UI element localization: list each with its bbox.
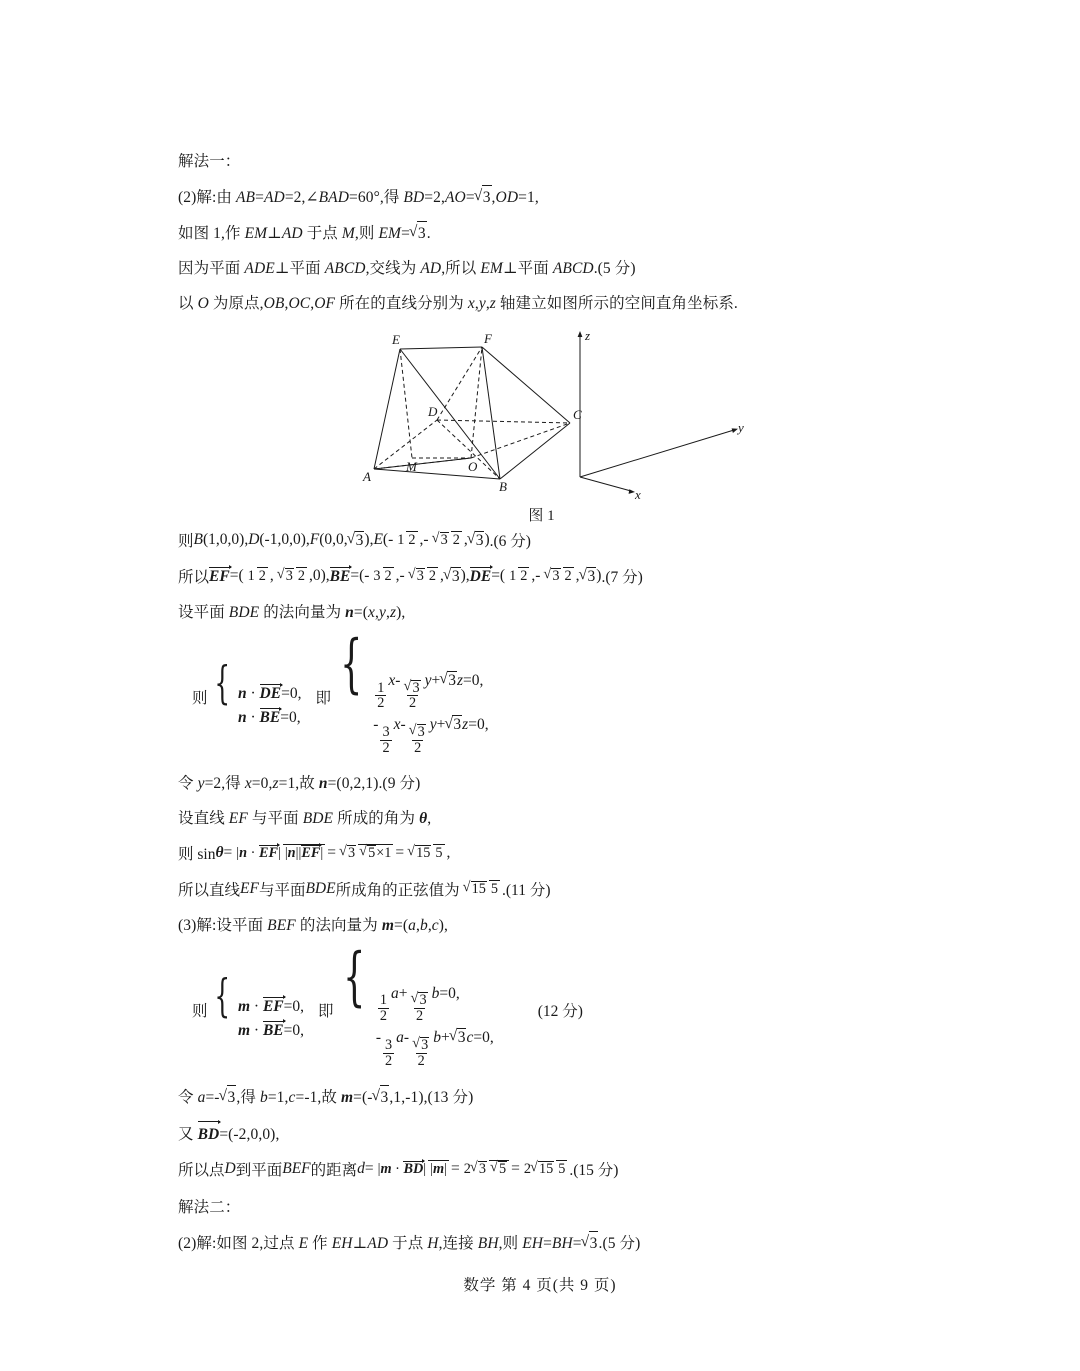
axis-label-y: y <box>737 420 744 436</box>
line-bd-vector: 又 BD=(-2,0,0), <box>178 1121 905 1147</box>
line-distance: 所以点 D 到平面 BEF 的距离 d = |m · BD| |m| = 2 √ 3 √ 5 = 2 √ 15 5 .(15 分) <box>178 1158 905 1180</box>
axis-label-z: z <box>584 328 590 344</box>
sqrt-3: √ 3 <box>411 221 427 246</box>
vector-BD: BD <box>198 1121 220 1147</box>
system-bde: 则 { n · DE=0, n · BE=0, 即 { $\frac{1}{2}$ x- √ $\frac{3}{2}$ y+ √ 3z=0, - $\frac{3}{2}$ x- √ $\frac{3}{2}$ y+ √ 3z=0, <box>192 636 905 758</box>
geometry-diagram <box>332 327 752 502</box>
left-brace: { <box>340 626 363 701</box>
vertex-label-M: M <box>405 459 417 475</box>
system-bef: 则 { m · EF=0, m · BE=0, 即 { $\frac{1}{2}$ a+ √ $\frac{3}{2}$ b=0, - $\frac{3}{2}$ a- √ $\frac{3}{2}$ b+ √ 3c=0, (12 分) <box>192 949 905 1071</box>
line-normal-vector-bde: 设平面 BDE 的法向量为 n=(x,y,z), <box>178 604 406 622</box>
score-12: (12 分) <box>537 1002 583 1020</box>
line-coordinates: 则 B (1,0,0) , D (-1,0,0) , F (0,0, √ 3 ) , E ( - 1 2 ,- √ 3 2 , √ 3 ) .(6 分) <box>178 529 905 551</box>
line-part2-given: (2)解:由 AB=AD=2,∠BAD=60°,得 BD=2,AO= √ 3,OD=1, <box>178 185 905 210</box>
line-coordinate-setup: 以 O 为原点,OB,OC,OF 所在的直线分别为 x,y,z 轴建立如图所示的空间直角坐标系. <box>178 295 738 313</box>
fraction-sqrt3-2: √ 3 2 <box>431 532 462 548</box>
solution-one-heading: 解法一： <box>178 153 241 170</box>
sqrt-3: √ 3 <box>349 531 365 550</box>
equation-system-4: { $\frac{1}{2}$ a+ √ $\frac{3}{2}$ b=0, - $\frac{3}{2}$ a- √ $\frac{3}{2}$ b+ √ 3c=0, <box>334 949 494 1071</box>
line-angle-def: 设直线 EF 与平面 BDE 所成的角为 θ, <box>178 809 432 827</box>
line-vectors: 所以 EF =( 1 2 , √ 3 2 ,0) , BE =(- 3 2 ,- √ 3 2 , √ 3 ) , DE =( 1 2 ,- √ 3 2 , √ 3 ) .(7 分) <box>178 565 905 587</box>
vertex-label-D: D <box>427 404 437 420</box>
left-brace: { <box>342 938 365 1013</box>
line-plane-perpendicular: 因为平面 ADE⊥平面 ABCD,交线为 AD,所以 EM⊥平面 ABCD.(5 分) <box>178 260 636 278</box>
line-part3-normal: (3)解:设平面 BEF 的法向量为 m=(a,b,c), <box>178 916 449 934</box>
line-let-y: 令 y=2,得 x=0,z=1,故 n=(0,2,1).(9 分) <box>178 774 421 792</box>
vector-BE: BE <box>329 568 351 586</box>
line-solution-two-part2: (2)解:如图 2,过点 E 作 EH⊥AD 于点 H,连接 BH,则 EH=BH= √ 3.(5 分) <box>178 1231 905 1256</box>
vector-EF: EF <box>209 568 230 586</box>
vector-DE: DE <box>469 568 492 586</box>
axis-label-x: x <box>634 487 641 503</box>
fraction-1-2: 1 2 <box>397 531 416 548</box>
solution-two-heading: 解法二： <box>178 1198 241 1216</box>
line-sin-theta: 则 sin θ = |n · EF| |n||EF| = √ 3 √ 5×1 = √ 15 5 , <box>178 842 905 864</box>
equation-system-3: { m · EF=0, m · BE=0, <box>213 969 305 1040</box>
figure-caption: 图 1 <box>528 508 555 525</box>
vertex-label-A: A <box>362 469 371 485</box>
vertex-label-F: F <box>483 331 492 347</box>
vertex-label-C: C <box>572 407 582 423</box>
vertex-label-B: B <box>498 479 507 495</box>
figure-1 <box>178 327 905 525</box>
line-answer-sin: 所以直线 EF 与平面 BDE 所成角的正弦值为 √ 15 5 .(11 分) <box>178 878 905 900</box>
vertex-label-E: E <box>391 332 400 348</box>
sqrt-3: √ 3 <box>476 185 492 210</box>
vertex-label-O: O <box>467 459 477 475</box>
equation-system-2: { $\frac{1}{2}$ x- √ $\frac{3}{2}$ y+ √ 3z=0, - $\frac{3}{2}$ x- √ $\frac{3}{2}$ y+ √ 3z=0, <box>331 636 489 758</box>
left-brace: { <box>213 969 230 1023</box>
page-footer: 数学 第 4 页(共 9 页) <box>463 1277 617 1294</box>
fraction-distance: |m · BD| |m| <box>377 1161 447 1178</box>
equation-system-1: { n · DE=0, n · BE=0, <box>213 656 302 727</box>
line-let-a: 令 a=- √ 3,得 b=1,c=-1,故 m=(- √ 3,1,-1),(13 分) <box>178 1085 905 1110</box>
line-construct-em: 如图 1,作 EM⊥AD 于点 M,则 EM= √ 3. <box>178 221 905 246</box>
left-brace: { <box>213 656 230 710</box>
fraction-dot-over-norms: |n · EF| |n||EF| <box>236 845 324 862</box>
